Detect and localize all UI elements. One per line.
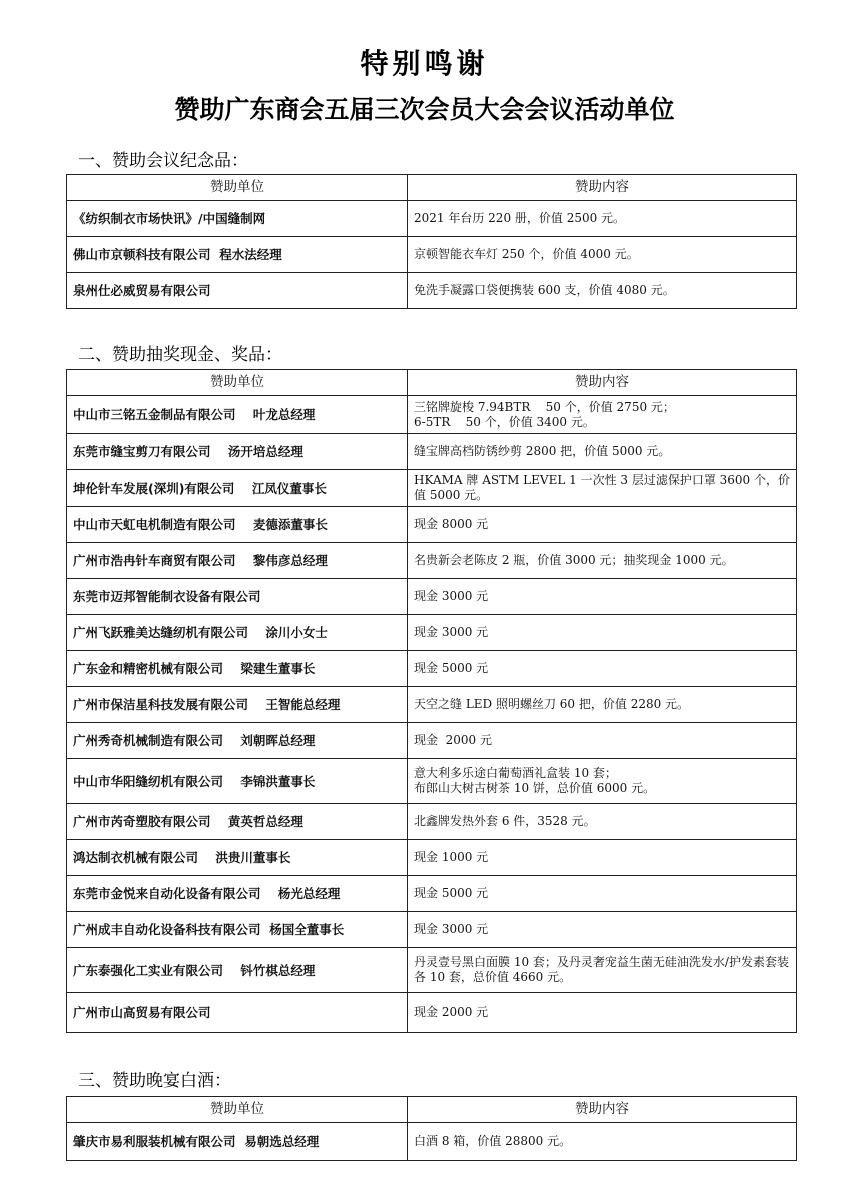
table-header-row: [67, 1097, 797, 1123]
table-row: [67, 912, 797, 948]
sponsor-content: 现金 5000 元: [408, 651, 797, 687]
sponsor-content: 丹灵壹号黑白面膜 10 套；及丹灵奢宠益生菌无硅油洗发水/护发素套装各 10 套，总价值 4660 元。: [408, 948, 797, 993]
sponsor-unit: 广州市浩冉针车商贸有限公司 黎伟彦总经理: [67, 543, 408, 579]
sponsor-unit: 东莞市金悦来自动化设备有限公司 杨光总经理: [67, 876, 408, 912]
sponsor-unit: 中山市华阳缝纫机有限公司 李锦洪董事长: [67, 759, 408, 804]
table-row: [67, 804, 797, 840]
sponsor-content: HKAMA 牌 ASTM LEVEL 1 一次性 3 层过滤保护口罩 3600 个，价值 5000 元。: [408, 470, 797, 507]
section-heading-lottery: 二、赞助抽奖现金、奖品：: [78, 345, 282, 365]
table-row: [67, 723, 797, 759]
table-row: [67, 876, 797, 912]
page-subtitle: 赞助广东商会五届三次会员大会会议活动单位: [174, 95, 675, 124]
table-row: [67, 201, 797, 237]
sponsor-unit: 广州飞跃雅美达缝纫机有限公司 涂川小女士: [67, 615, 408, 651]
section-heading-liquor: 三、赞助晚宴白酒：: [78, 1071, 231, 1091]
header-content: 赞助内容: [408, 175, 797, 201]
sponsor-unit: 坤伦针车发展(深圳)有限公司 江凤仪董事长: [67, 470, 408, 507]
sponsor-unit: 中山市天虹电机制造有限公司 麦德添董事长: [67, 507, 408, 543]
sponsor-content: 京顿智能衣车灯 250 个，价值 4000 元。: [408, 237, 797, 273]
table-row: [67, 237, 797, 273]
sponsor-content: 现金 2000 元: [408, 723, 797, 759]
table-header-row: [67, 370, 797, 396]
table-row: [67, 434, 797, 470]
table-row: [67, 993, 797, 1033]
sponsor-content: 免洗手凝露口袋便携装 600 支，价值 4080 元。: [408, 273, 797, 309]
table-row: [67, 470, 797, 507]
header-content: 赞助内容: [408, 370, 797, 396]
sponsor-unit: 东莞市迈邦智能制衣设备有限公司: [67, 579, 408, 615]
sponsor-content: 现金 1000 元: [408, 840, 797, 876]
table-row: [67, 759, 797, 804]
sponsor-content: 名贵新会老陈皮 2 瓶，价值 3000 元；抽奖现金 1000 元。: [408, 543, 797, 579]
sponsor-content: 白酒 8 箱，价值 28800 元。: [408, 1123, 797, 1161]
sponsor-content: 三铭牌旋梭 7.94BTR 50 个，价值 2750 元； 6-5TR 50 个，价值 3400 元。: [408, 396, 797, 434]
sponsor-unit: 肇庆市易利服装机械有限公司 易朝选总经理: [67, 1123, 408, 1161]
sponsor-content: 北鑫牌发热外套 6 件，3528 元。: [408, 804, 797, 840]
souvenir-sponsor-table: [66, 174, 797, 309]
table-header-row: [67, 175, 797, 201]
table-row: [67, 615, 797, 651]
sponsor-content: 意大利多乐途白葡萄酒礼盒装 10 套； 布郎山大树古树茶 10 饼，总价值 6000 元。: [408, 759, 797, 804]
sponsor-content: 天空之缝 LED 照明螺丝刀 60 把，价值 2280 元。: [408, 687, 797, 723]
header-unit: 赞助单位: [67, 175, 408, 201]
sponsor-unit: 中山市三铭五金制品有限公司 叶龙总经理: [67, 396, 408, 434]
sponsor-unit: 《纺织制衣市场快讯》/中国缝制网: [67, 201, 408, 237]
sponsor-content: 2021 年台历 220 册，价值 2500 元。: [408, 201, 797, 237]
sponsor-unit: 广州市保洁星科技发展有限公司 王智能总经理: [67, 687, 408, 723]
sponsor-unit: 泉州仕必威贸易有限公司: [67, 273, 408, 309]
table-row: [67, 1123, 797, 1161]
header-unit: 赞助单位: [67, 370, 408, 396]
sponsor-content: 现金 8000 元: [408, 507, 797, 543]
sponsor-unit: 广州秀奇机械制造有限公司 刘朝晖总经理: [67, 723, 408, 759]
sponsor-unit: 广州市山高贸易有限公司: [67, 993, 408, 1033]
sponsor-unit: 鸿达制衣机械有限公司 洪贵川董事长: [67, 840, 408, 876]
table-row: [67, 840, 797, 876]
sponsor-content: 现金 3000 元: [408, 579, 797, 615]
sponsor-unit: 广东泰强化工实业有限公司 钭竹棋总经理: [67, 948, 408, 993]
sponsor-unit: 佛山市京顿科技有限公司 程水法经理: [67, 237, 408, 273]
header-unit: 赞助单位: [67, 1097, 408, 1123]
table-row: [67, 396, 797, 434]
sponsor-unit: 东莞市缝宝剪刀有限公司 汤开培总经理: [67, 434, 408, 470]
table-row: [67, 273, 797, 309]
sponsor-content: 缝宝牌高档防锈纱剪 2800 把，价值 5000 元。: [408, 434, 797, 470]
sponsor-unit: 广州市芮奇塑胶有限公司 黄英哲总经理: [67, 804, 408, 840]
table-row: [67, 507, 797, 543]
table-row: [67, 651, 797, 687]
page-title: 特别鸣谢: [360, 47, 489, 80]
table-row: [67, 687, 797, 723]
sponsor-content: 现金 2000 元: [408, 993, 797, 1033]
sponsor-unit: 广东金和精密机械有限公司 梁建生董事长: [67, 651, 408, 687]
sponsor-unit: 广州成丰自动化设备科技有限公司 杨国全董事长: [67, 912, 408, 948]
table-row: [67, 948, 797, 993]
table-row: [67, 579, 797, 615]
lottery-sponsor-table: [66, 369, 797, 1033]
table-row: [67, 543, 797, 579]
sponsor-content: 现金 3000 元: [408, 615, 797, 651]
header-content: 赞助内容: [408, 1097, 797, 1123]
liquor-sponsor-table: [66, 1096, 797, 1161]
section-heading-souvenirs: 一、赞助会议纪念品：: [78, 151, 248, 171]
sponsor-content: 现金 3000 元: [408, 912, 797, 948]
sponsor-content: 现金 5000 元: [408, 876, 797, 912]
